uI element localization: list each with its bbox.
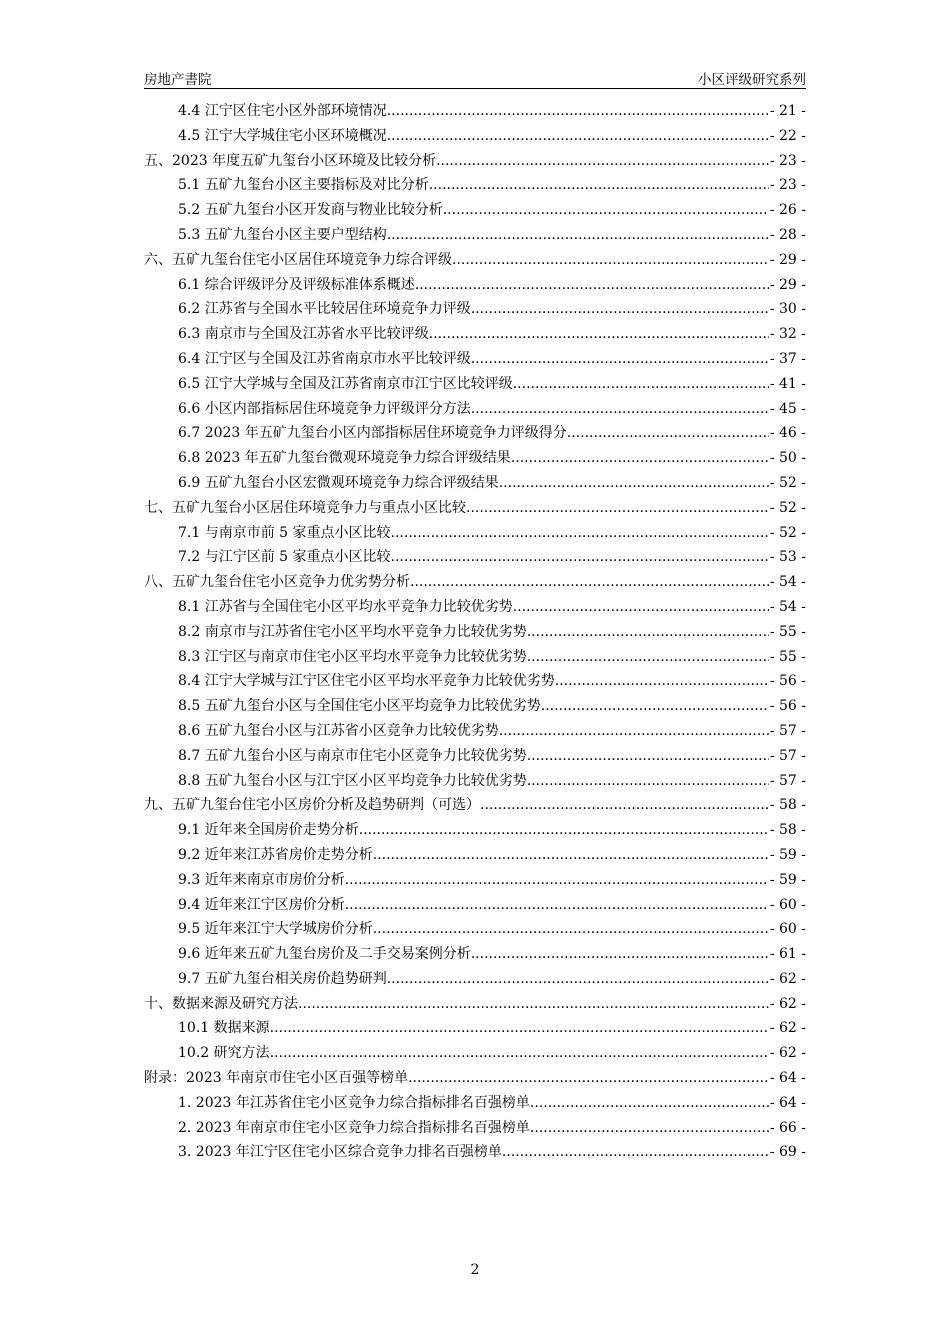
toc-entry[interactable]	[144, 1140, 806, 1165]
toc-entry-title: 6.6 小区内部指标居住环境竞争力评级评分方法	[178, 400, 471, 417]
toc-entry-title: 十、数据来源及研究方法	[144, 995, 298, 1012]
toc-entry-title: 六、五矿九玺台住宅小区居住环境竞争力综合评级	[144, 251, 452, 268]
toc-entry[interactable]	[144, 793, 806, 818]
toc-leader-dots	[408, 1066, 769, 1091]
toc-entry-page: - 50 -	[769, 450, 806, 467]
toc-entry[interactable]	[144, 1041, 806, 1066]
toc-entry-title: 9.4 近年来江宁区房价分析	[178, 896, 345, 913]
toc-entry-title: 6.9 五矿九玺台小区宏微观环境竞争力综合评级结果	[178, 474, 499, 491]
toc-entry-page: - 64 -	[769, 1070, 806, 1087]
toc-leader-dots	[513, 595, 769, 620]
toc-entry[interactable]	[144, 124, 806, 149]
toc-entry[interactable]	[144, 620, 806, 645]
toc-entry-title: 8.5 五矿九玺台小区与全国住宅小区平均竞争力比较优劣势	[178, 698, 541, 715]
toc-entry-page: - 60 -	[769, 921, 806, 938]
toc-entry-title: 6.5 江宁大学城与全国及江苏省南京市江宁区比较评级	[178, 375, 513, 392]
toc-entry-page: - 58 -	[769, 822, 806, 839]
toc-entry[interactable]	[144, 595, 806, 620]
toc-entry-page: - 29 -	[769, 251, 806, 268]
toc-entry-page: - 59 -	[769, 871, 806, 888]
toc-entry-page: - 64 -	[769, 1094, 806, 1111]
toc-entry[interactable]	[144, 248, 806, 273]
toc-entry-page: - 62 -	[769, 995, 806, 1012]
toc-entry-title: 10.2 研究方法	[178, 1045, 270, 1062]
toc-entry-title: 9.7 五矿九玺台相关房价趋势研判	[178, 970, 387, 987]
toc-entry[interactable]	[144, 347, 806, 372]
toc-entry-page: - 52 -	[769, 524, 806, 541]
toc-entry-page: - 22 -	[769, 127, 806, 144]
toc-leader-dots	[499, 719, 769, 744]
toc-entry[interactable]	[144, 645, 806, 670]
toc-entry[interactable]	[144, 1066, 806, 1091]
toc-entry[interactable]	[144, 818, 806, 843]
toc-entry[interactable]	[144, 893, 806, 918]
toc-entry-page: - 23 -	[769, 152, 806, 169]
toc-entry-title: 8.6 五矿九玺台小区与江苏省小区竞争力比较优劣势	[178, 722, 499, 739]
header-series: 小区评级研究系列	[698, 72, 806, 88]
toc-entry[interactable]	[144, 322, 806, 347]
toc-entry-title: 9.2 近年来江苏省房价走势分析	[178, 846, 373, 863]
toc-entry-title: 9.1 近年来全国房价走势分析	[178, 822, 359, 839]
toc-leader-dots	[429, 322, 769, 347]
toc-entry-page: - 61 -	[769, 946, 806, 963]
toc-entry-page: - 21 -	[769, 103, 806, 119]
toc-entry-title: 八、五矿九玺台住宅小区竞争力优劣势分析	[144, 574, 410, 591]
toc-leader-dots	[527, 645, 769, 670]
toc-entry[interactable]	[144, 843, 806, 868]
toc-entry-page: - 29 -	[769, 276, 806, 293]
toc-leader-dots	[471, 347, 769, 372]
toc-leader-dots	[452, 248, 769, 273]
toc-entry-title: 8.8 五矿九玺台小区与江宁区小区平均竞争力比较优劣势	[178, 772, 527, 789]
toc-entry-page: - 58 -	[769, 797, 806, 814]
toc-leader-dots	[443, 198, 769, 223]
toc-entry-page: - 57 -	[769, 747, 806, 764]
toc-leader-dots	[502, 1140, 769, 1165]
toc-leader-dots	[555, 669, 769, 694]
toc-entry[interactable]	[144, 496, 806, 521]
toc-entry-title: 9.3 近年来南京市房价分析	[178, 871, 345, 888]
toc-entry-title: 8.4 江宁大学城与江宁区住宅小区平均水平竞争力比较优劣势	[178, 673, 555, 690]
toc-entry-page: - 60 -	[769, 896, 806, 913]
toc-entry-title: 7.1 与南京市前 5 家重点小区比较	[178, 524, 391, 541]
toc-leader-dots	[387, 99, 769, 124]
toc-entry-title: 9.5 近年来江宁大学城房价分析	[178, 921, 373, 938]
toc-entry-title: 5.2 五矿九玺台小区开发商与物业比较分析	[178, 202, 443, 219]
toc-entry-page: - 56 -	[769, 698, 806, 715]
toc-entry[interactable]	[144, 669, 806, 694]
toc-leader-dots	[359, 818, 769, 843]
toc-leader-dots	[530, 1116, 769, 1141]
toc-entry[interactable]	[144, 1116, 806, 1141]
toc-entry-title: 6.8 2023 年五矿九玺台微观环境竞争力综合评级结果	[178, 450, 511, 467]
toc-entry[interactable]	[144, 198, 806, 223]
toc-entry[interactable]	[144, 694, 806, 719]
toc-leader-dots	[527, 744, 769, 769]
toc-entry-page: - 46 -	[769, 425, 806, 442]
toc-entry-title: 5.3 五矿九玺台小区主要户型结构	[178, 226, 387, 243]
toc-leader-dots	[480, 793, 769, 818]
toc-entry-title: 8.3 江宁区与南京市住宅小区平均水平竞争力比较优劣势	[178, 648, 527, 665]
toc-entry-page: - 26 -	[769, 202, 806, 219]
toc-leader-dots	[499, 471, 769, 496]
toc-entry-title: 8.7 五矿九玺台小区与南京市住宅小区竞争力比较优劣势	[178, 747, 527, 764]
toc-entry-page: - 32 -	[769, 326, 806, 343]
toc-entry-page: - 57 -	[769, 772, 806, 789]
toc-entry[interactable]	[144, 297, 806, 322]
toc-leader-dots	[436, 149, 769, 174]
toc-entry-page: - 52 -	[769, 474, 806, 491]
toc-entry-page: - 62 -	[769, 970, 806, 987]
toc-leader-dots	[466, 496, 769, 521]
toc-entry-page: - 53 -	[769, 549, 806, 566]
toc-entry[interactable]	[144, 223, 806, 248]
toc-entry-title: 七、五矿九玺台小区居住环境竞争力与重点小区比较	[144, 499, 466, 516]
toc-entry[interactable]	[144, 446, 806, 471]
toc-entry-page: - 52 -	[769, 499, 806, 516]
toc-entry-page: - 55 -	[769, 623, 806, 640]
toc-entry[interactable]	[144, 1016, 806, 1041]
toc-leader-dots	[567, 421, 769, 446]
toc-entry-page: - 59 -	[769, 846, 806, 863]
toc-entry-page: - 62 -	[769, 1045, 806, 1062]
toc-entry-page: - 54 -	[769, 598, 806, 615]
toc-entry[interactable]	[144, 744, 806, 769]
toc-entry-title: 6.4 江宁区与全国及江苏省南京市水平比较评级	[178, 350, 471, 367]
toc-leader-dots	[471, 297, 769, 322]
toc-entry-page: - 69 -	[769, 1144, 806, 1161]
toc-leader-dots	[373, 843, 769, 868]
toc-entry[interactable]	[144, 173, 806, 198]
toc-entry-page: - 45 -	[769, 400, 806, 417]
toc-leader-dots	[270, 1016, 769, 1041]
toc-entry[interactable]	[144, 942, 806, 967]
toc-entry-title: 九、五矿九玺台住宅小区房价分析及趋势研判（可选）	[144, 797, 480, 814]
toc-entry-page: - 55 -	[769, 648, 806, 665]
toc-entry[interactable]	[144, 372, 806, 397]
toc-entry-title: 3. 2023 年江宁区住宅小区综合竞争力排名百强榜单	[178, 1144, 502, 1161]
toc-entry-page: - 66 -	[769, 1119, 806, 1136]
toc-entry[interactable]	[144, 719, 806, 744]
toc-leader-dots	[345, 868, 769, 893]
toc-entry[interactable]	[144, 769, 806, 794]
toc-leader-dots	[410, 570, 769, 595]
toc-leader-dots	[527, 769, 769, 794]
toc-entry[interactable]	[144, 545, 806, 570]
toc-leader-dots	[527, 620, 769, 645]
toc-leader-dots	[541, 694, 769, 719]
toc-leader-dots	[530, 1091, 769, 1116]
toc-entry[interactable]	[144, 917, 806, 942]
toc-entry-title: 4.5 江宁大学城住宅小区环境概况	[178, 127, 387, 144]
toc-entry[interactable]	[144, 1091, 806, 1116]
toc-leader-dots	[429, 173, 769, 198]
toc-entry-title: 6.2 江苏省与全国水平比较居住环境竞争力评级	[178, 301, 471, 318]
toc-leader-dots	[387, 223, 769, 248]
toc-entry[interactable]	[144, 570, 806, 595]
page-number: 2	[470, 1262, 480, 1278]
toc-entry-title: 8.2 南京市与江苏省住宅小区平均水平竞争力比较优劣势	[178, 623, 527, 640]
toc-leader-dots	[270, 1041, 769, 1066]
toc-entry[interactable]	[144, 967, 806, 992]
page-header	[144, 66, 806, 89]
toc-entry[interactable]	[144, 273, 806, 298]
toc-entry-page: - 56 -	[769, 673, 806, 690]
toc-leader-dots	[345, 893, 769, 918]
toc-entry-title: 8.1 江苏省与全国住宅小区平均水平竞争力比较优劣势	[178, 598, 513, 615]
toc-entry-page: - 57 -	[769, 722, 806, 739]
toc-entry-title: 1. 2023 年江苏省住宅小区竞争力综合指标排名百强榜单	[178, 1094, 530, 1111]
header-publisher: 房地产書院	[144, 72, 212, 88]
toc-entry-page: - 28 -	[769, 226, 806, 243]
toc-entry[interactable]	[144, 868, 806, 893]
toc-entry-title: 7.2 与江宁区前 5 家重点小区比较	[178, 549, 391, 566]
toc-leader-dots	[513, 372, 769, 397]
toc-entry-title: 五、2023 年度五矿九玺台小区环境及比较分析	[144, 152, 437, 169]
toc-entry-page: - 30 -	[769, 301, 806, 318]
toc-entry[interactable]	[144, 397, 806, 422]
toc-entry-page: - 41 -	[769, 375, 806, 392]
toc-leader-dots	[373, 917, 769, 942]
toc-entry[interactable]	[144, 471, 806, 496]
table-of-contents	[144, 99, 806, 1165]
toc-entry-title: 2. 2023 年南京市住宅小区竞争力综合指标排名百强榜单	[178, 1119, 530, 1136]
toc-leader-dots	[391, 545, 769, 570]
toc-entry-page: - 54 -	[769, 574, 806, 591]
toc-entry[interactable]	[144, 421, 806, 446]
toc-leader-dots	[415, 273, 769, 298]
toc-leader-dots	[471, 942, 769, 967]
toc-entry-title: 6.1 综合评级评分及评级标准体系概述	[178, 276, 415, 293]
toc-entry-title: 5.1 五矿九玺台小区主要指标及对比分析	[178, 177, 429, 194]
toc-entry[interactable]	[144, 149, 806, 174]
toc-entry-title: 10.1 数据来源	[178, 1020, 270, 1037]
toc-leader-dots	[298, 992, 769, 1017]
toc-entry-page: - 37 -	[769, 350, 806, 367]
toc-entry-title: 附录：2023 年南京市住宅小区百强等榜单	[144, 1070, 409, 1087]
toc-leader-dots	[387, 967, 769, 992]
toc-leader-dots	[511, 446, 769, 471]
toc-leader-dots	[471, 397, 769, 422]
toc-entry-title: 4.4 江宁区住宅小区外部环境情况	[178, 103, 387, 119]
toc-entry[interactable]	[144, 992, 806, 1017]
toc-entry[interactable]	[144, 99, 806, 124]
toc-entry-page: - 23 -	[769, 177, 806, 194]
toc-leader-dots	[387, 124, 769, 149]
toc-entry-title: 9.6 近年来五矿九玺台房价及二手交易案例分析	[178, 946, 471, 963]
toc-leader-dots	[391, 521, 769, 546]
toc-entry-page: - 62 -	[769, 1020, 806, 1037]
toc-entry-title: 6.7 2023 年五矿九玺台小区内部指标居住环境竞争力评级得分	[178, 425, 567, 442]
toc-entry-title: 6.3 南京市与全国及江苏省水平比较评级	[178, 326, 429, 343]
toc-entry[interactable]	[144, 521, 806, 546]
